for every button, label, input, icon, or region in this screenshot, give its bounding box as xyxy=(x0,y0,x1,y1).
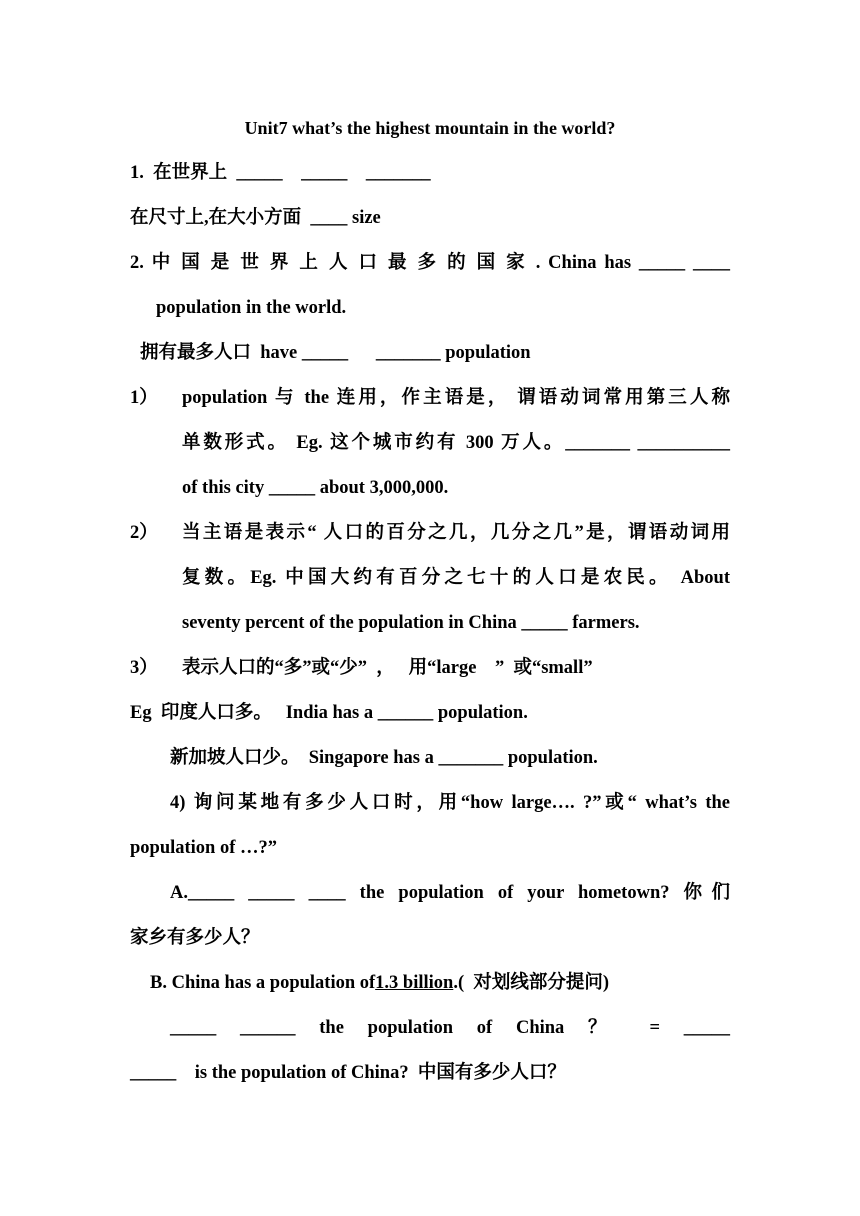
point-2-marker: 2） xyxy=(130,523,158,543)
exercise-b-instruction: .( 对划线部分提问) xyxy=(453,973,610,993)
point-3-marker: 3） xyxy=(130,658,158,678)
exercise-b-line-2: _____ ______ the population of China ？ = _____ xyxy=(170,1018,730,1038)
underlined-answer: 1.3 billion xyxy=(375,973,454,993)
point-2-line-2: 复数。Eg. 中国大约有百分之七十的人口是农民。 About xyxy=(182,568,730,588)
point-1-line-2: 单数形式。 Eg. 这个城市约有 300 万人。_______ __________ xyxy=(182,433,730,453)
exercise-b-text: B. China has a population of xyxy=(150,973,376,993)
item-1-line: 1. 在世界上 _____ _____ _______ xyxy=(130,163,431,183)
point-3-example-singapore: 新加坡人口少。 Singapore has a _______ population. xyxy=(170,748,598,768)
exercise-b-line-1 xyxy=(150,971,609,995)
point-3-line-1: 表示人口的“多”或“少” ， 用“large ” 或“small” xyxy=(182,658,593,678)
point-4-line-2: population of …?” xyxy=(130,838,278,858)
point-2-line-1: 当主语是表示“ 人口的百分之几，几分之几”是，谓语动词用 xyxy=(182,523,730,543)
point-1-marker: 1） xyxy=(130,388,158,408)
point-1-line-1: population 与 the 连用，作主语是， 谓语动词常用第三人称 xyxy=(182,388,730,408)
item-2-line: 2. 中 国 是 世 界 上 人 口 最 多 的 国 家 . China has _____ ____ xyxy=(130,253,730,273)
point-3-example-india: Eg 印度人口多。 India has a ______ population. xyxy=(130,703,528,723)
exercise-a-line-1: A._____ _____ ____ the population of your hometown? 你们 xyxy=(170,883,730,903)
size-phrase-line: 在尺寸上,在大小方面 ____ size xyxy=(130,208,381,228)
item-2-continuation: population in the world. xyxy=(156,298,347,318)
point-4-line-1: 4) 询问某地有多少人口时，用“how large…. ?”或“ what’s the xyxy=(170,793,730,813)
have-population-line: 拥有最多人口 have _____ _______ population xyxy=(140,343,531,363)
exercise-a-line-2: 家乡有多少人？ xyxy=(130,928,260,948)
exercise-b-line-3: _____ is the population of China? 中国有多少人口？ xyxy=(130,1063,566,1083)
point-2-line-3: seventy percent of the population in China _____ farmers. xyxy=(182,613,640,633)
document-title: Unit7 what’s the highest mountain in the world? xyxy=(244,118,616,138)
point-1-line-3: of this city _____ about 3,000,000. xyxy=(182,478,449,498)
